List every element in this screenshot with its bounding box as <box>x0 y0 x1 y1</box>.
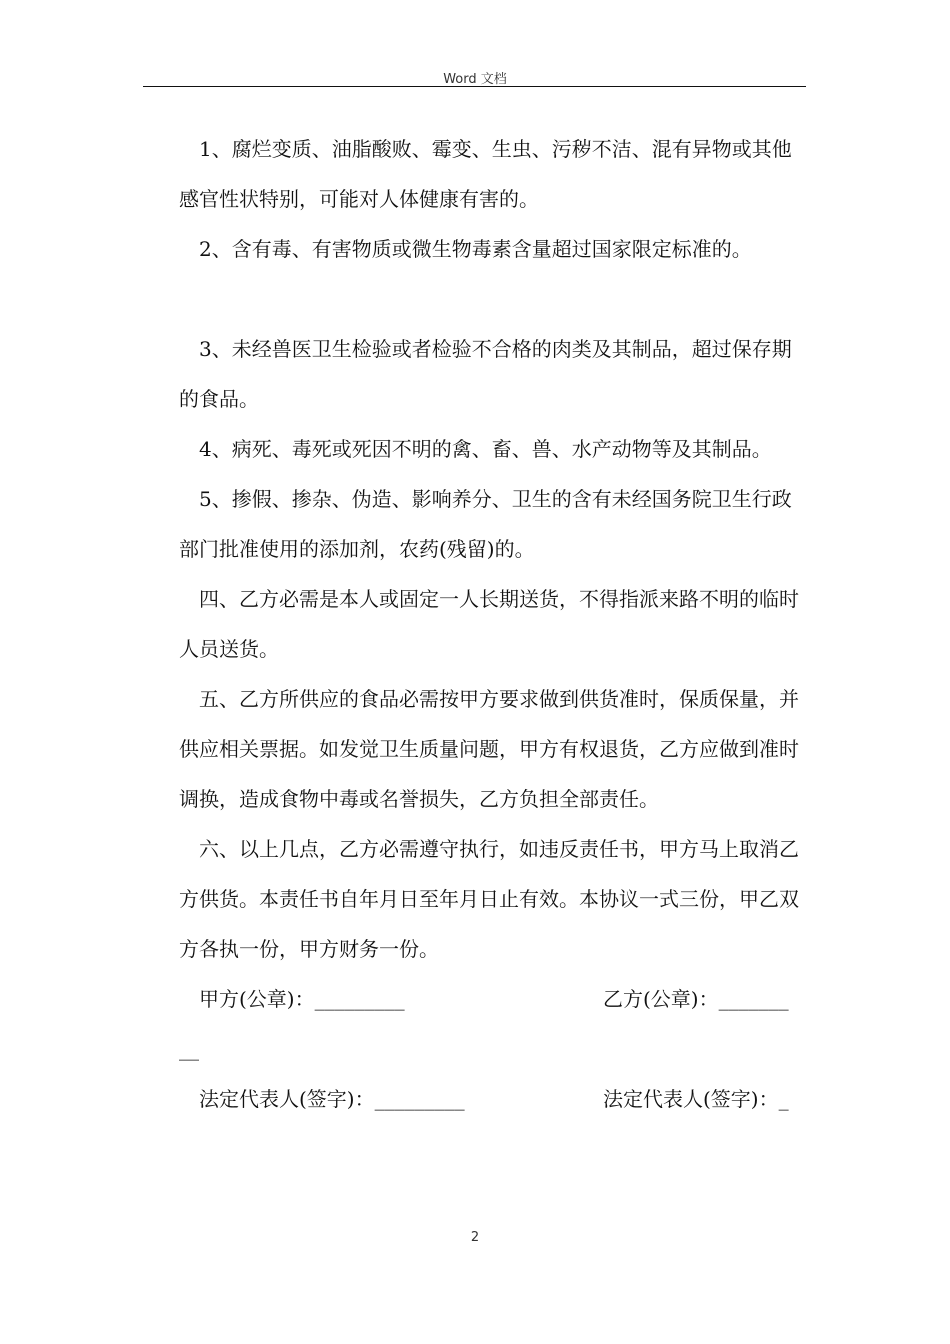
page-header: Word 文档 <box>443 72 507 87</box>
party-b-representative-line: 法定代表人(签字)：_ <box>603 1087 789 1111</box>
clause-4: 4、病死、毒死或死因不明的禽、畜、兽、水产动物等及其制品。 <box>199 437 772 461</box>
party-b-seal-line: 乙方(公章)：_______ <box>603 987 789 1011</box>
article-5: 五、乙方所供应的食品必需按甲方要求做到供货准时，保质保量，并供应相关票据。如发觉卫生质量问题，甲方有权退货，乙方应做到准时调换，造成食物中毒或名誉损失，乙方负担全部责任。 <box>179 687 799 811</box>
document-body <box>179 124 807 1124</box>
representative-signature-row <box>179 1074 807 1124</box>
page-number: 2 <box>470 1230 480 1245</box>
header-divider <box>143 86 806 87</box>
party-b-seal-line-wrap: __ <box>179 1037 199 1061</box>
clause-3: 3、未经兽医卫生检验或者检验不合格的肉类及其制品，超过保存期的食品。 <box>179 337 792 411</box>
clause-1: 1、腐烂变质、油脂酸败、霉变、生虫、污秽不洁、混有异物或其他感官性状特别，可能对人体健康有害的。 <box>179 137 792 211</box>
clause-5: 5、掺假、掺杂、伪造、影响养分、卫生的含有未经国务院卫生行政部门批准使用的添加剂，农药(残留)的。 <box>179 487 792 561</box>
party-a-representative-line: 法定代表人(签字)：_________ <box>199 1087 465 1111</box>
seal-signature-row <box>179 974 807 1024</box>
article-6: 六、以上几点，乙方必需遵守执行，如违反责任书，甲方马上取消乙方供货。本责任书自年月日至年月日止有效。本协议一式三份，甲乙双方各执一份，甲方财务一份。 <box>179 837 799 961</box>
party-a-seal-line: 甲方(公章)：_________ <box>199 987 405 1011</box>
clause-2: 2、含有毒、有害物质或微生物毒素含量超过国家限定标准的。 <box>199 237 752 261</box>
article-4: 四、乙方必需是本人或固定一人长期送货，不得指派来路不明的临时人员送货。 <box>179 587 799 661</box>
